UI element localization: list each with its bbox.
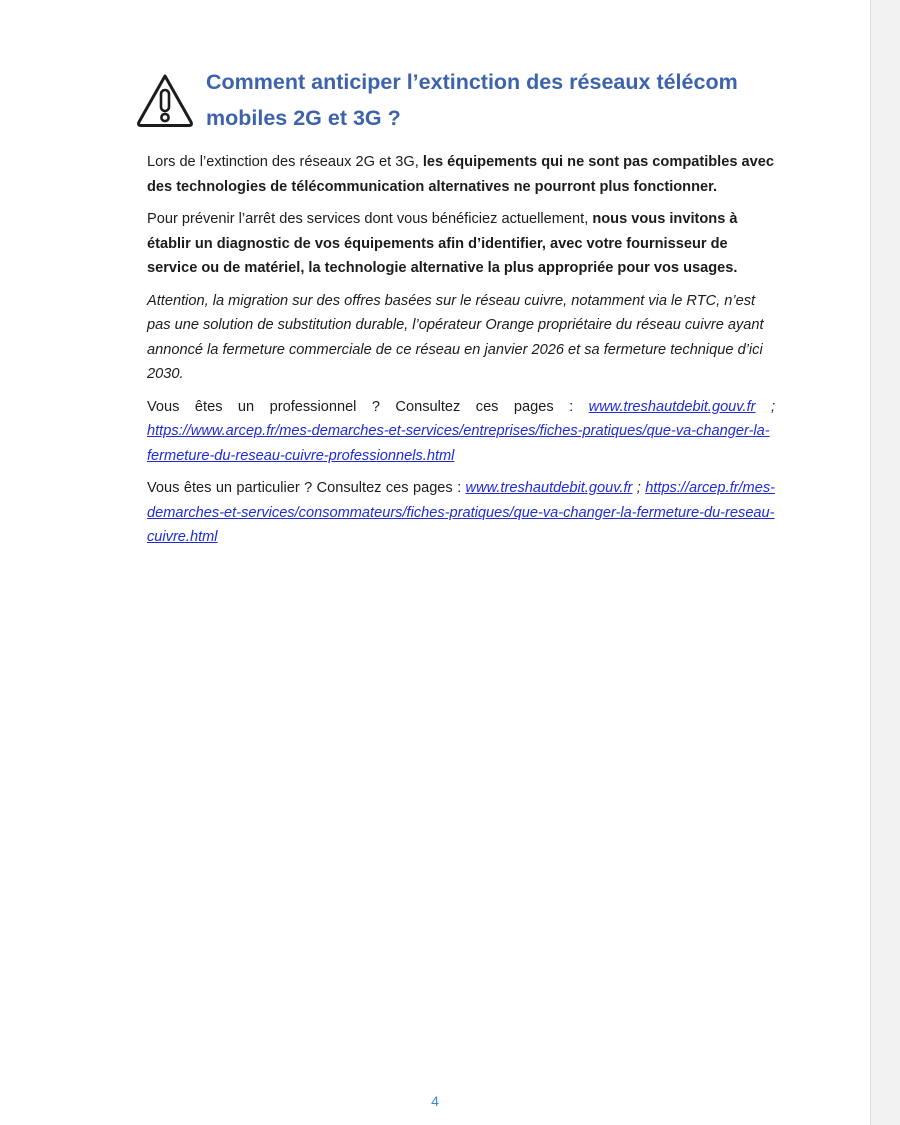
- document-body: [147, 150, 775, 558]
- paragraph-emphasis: nous vous invitons à établir un diagnostic de vos équipements afin d’identifier, avec votre fournisseur de service ou de matériel, la technologie alternative la plus appropriée pour vos usages.: [147, 211, 738, 276]
- paragraph-text: Lors de l’extinction des réseaux 2G et 3G,: [147, 154, 423, 170]
- paragraph-diagnostic: [147, 207, 775, 281]
- link-treshautdebit-pro[interactable]: www.treshautdebit.gouv.fr: [588, 398, 756, 415]
- section-heading: [134, 64, 794, 136]
- link-separator: ;: [755, 398, 776, 415]
- section-title: Comment anticiper l’extinction des réseaux télécom mobiles 2G et 3G ?: [206, 70, 738, 130]
- paragraph-professionnel: [147, 395, 775, 469]
- paragraph-emphasis: les équipements qui ne sont pas compatibles avec des technologies de télécommunication alternatives ne pourront plus fonctionner.: [147, 154, 774, 195]
- warning-triangle-icon: [134, 70, 196, 132]
- paragraph-extinction: [147, 150, 775, 199]
- paragraph-attention: Attention, la migration sur des offres basées sur le réseau cuivre, notamment via le RTC, n’est pas une solution de substitution durable, l’opérateur Orange propriétaire du réseau cuivre ayant annoncé la fermeture commerciale de ce réseau en janvier 2026 et sa fermeture technique d’ici 2030.: [147, 292, 764, 382]
- paragraph-particulier: [147, 476, 775, 550]
- link-arcep-consommateurs[interactable]: https://arcep.fr/mes-demarches-et-services/consommateurs/fiches-pratiques/que-va-changer-la-fermeture-du-reseau-cuivre.html: [147, 480, 775, 545]
- link-treshautdebit-particulier[interactable]: www.treshautdebit.gouv.fr: [465, 480, 633, 496]
- paragraph-text: Pour prévenir l’arrêt des services dont vous bénéficiez actuellement,: [147, 211, 593, 227]
- link-arcep-professionnels[interactable]: https://www.arcep.fr/mes-demarches-et-services/entreprises/fiches-pratiques/que-va-changer-la-fermeture-du-reseau-cuivre-professionnels.html: [147, 423, 770, 464]
- page-number: 4: [431, 1093, 439, 1109]
- paragraph-text: Vous êtes un professionnel ? Consultez ces pages :: [147, 398, 589, 415]
- link-separator: ;: [632, 480, 646, 496]
- paragraph-text: Vous êtes un particulier ? Consultez ces pages :: [147, 480, 466, 496]
